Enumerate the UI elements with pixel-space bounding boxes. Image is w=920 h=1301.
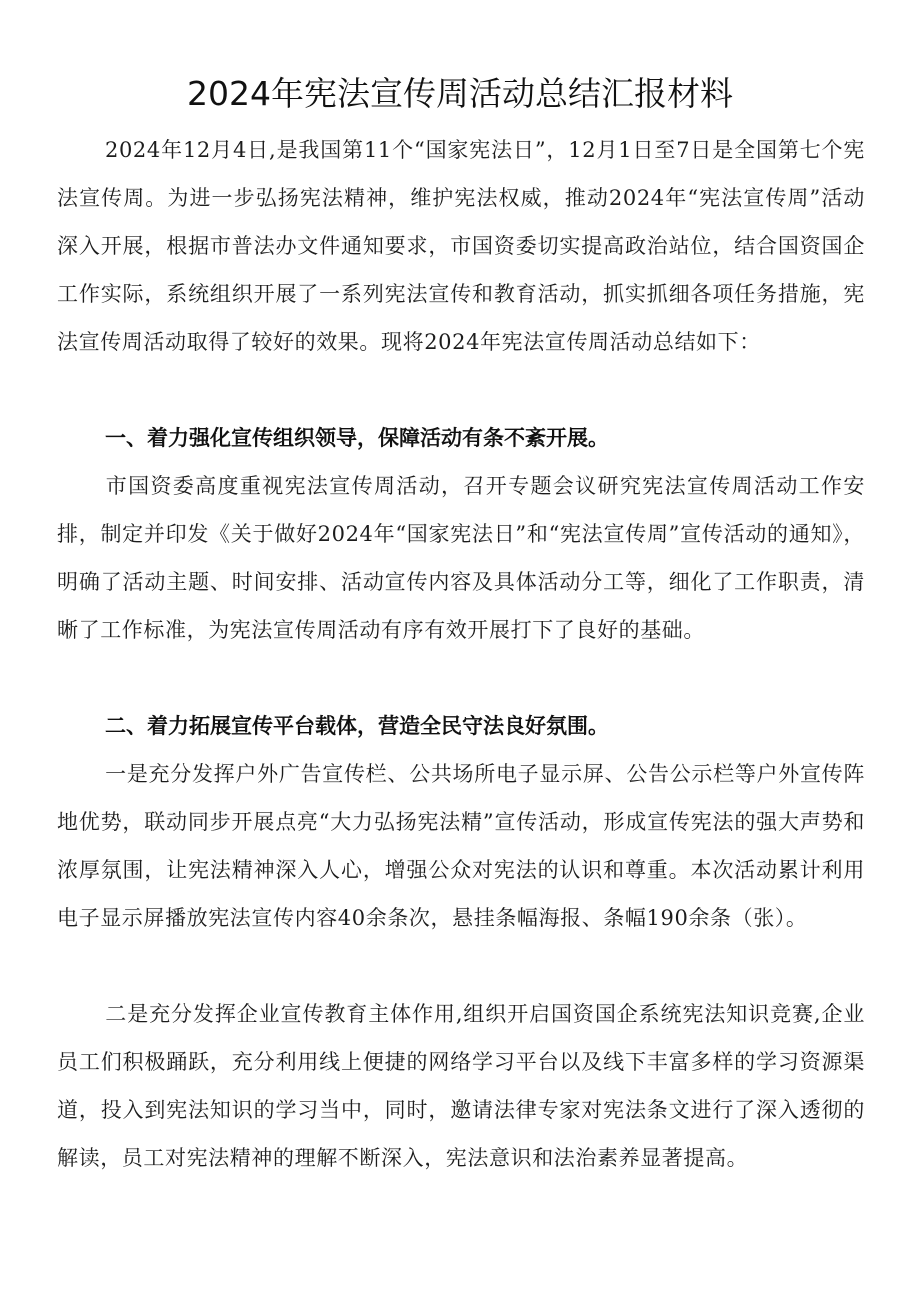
section-1-paragraph-1 (57, 462, 865, 654)
section-heading-1 (57, 414, 865, 462)
document-title: 2024年宪法宣传周活动总结汇报材料 (187, 74, 733, 113)
section-2-paragraph-2 (57, 990, 865, 1182)
section-1-paragraph-1-text: 市国资委高度重视宪法宣传周活动，召开专题会议研究宪法宣传周活动工作安排，制定并印发《关于做好2024年“国家宪法日”和“宪法宣传周”宣传活动的通知》，明确了活动主题、时间安排、活动宣传内容及具体活动分工等，细化了工作职责，清晰了工作标准，为宪法宣传周活动有序有效开展打下了良好的基础。 (57, 474, 865, 642)
section-2-paragraph-1 (57, 750, 865, 942)
intro-text: 2024年12月4日,是我国第11个“国家宪法日”，12月1日至7日是全国第七个宪法宣传周。为进一步弘扬宪法精神，维护宪法权威，推动2024年“宪法宣传周”活动深入开展，根据市普法办文件通知要求，市国资委切实提高政治站位，结合国资国企工作实际，系统组织开展了一系列宪法宣传和教育活动，抓实抓细各项任务措施，宪法宣传周活动取得了较好的效果。现将2024年宪法宣传周活动总结如下： (57, 138, 865, 354)
section-2-paragraph-1-text: 一是充分发挥户外广告宣传栏、公共场所电子显示屏、公告公示栏等户外宣传阵地优势，联动同步开展点亮“大力弘扬宪法精”宣传活动，形成宣传宪法的强大声势和浓厚氛围，让宪法精神深入人心，增强公众对宪法的认识和尊重。本次活动累计利用电子显示屏播放宪法宣传内容40余条次，悬挂条幅海报、条幅190余条（张）。 (57, 762, 865, 930)
section-heading-2-text: 二、着力拓展宣传平台载体，营造全民守法良好氛围。 (105, 714, 609, 738)
section-heading-1-text: 一、着力强化宣传组织领导，保障活动有条不紊开展。 (105, 426, 609, 450)
intro-paragraph (57, 126, 865, 366)
section-heading-2 (57, 702, 865, 750)
section-2-paragraph-2-text: 二是充分发挥企业宣传教育主体作用,组织开启国资国企系统宪法知识竞赛,企业员工们积极踊跃，充分利用线上便捷的网络学习平台以及线下丰富多样的学习资源渠道，投入到宪法知识的学习当中，同时，邀请法律专家对宪法条文进行了深入透彻的解读，员工对宪法精神的理解不断深入，宪法意识和法治素养显著提高。 (57, 1002, 865, 1170)
